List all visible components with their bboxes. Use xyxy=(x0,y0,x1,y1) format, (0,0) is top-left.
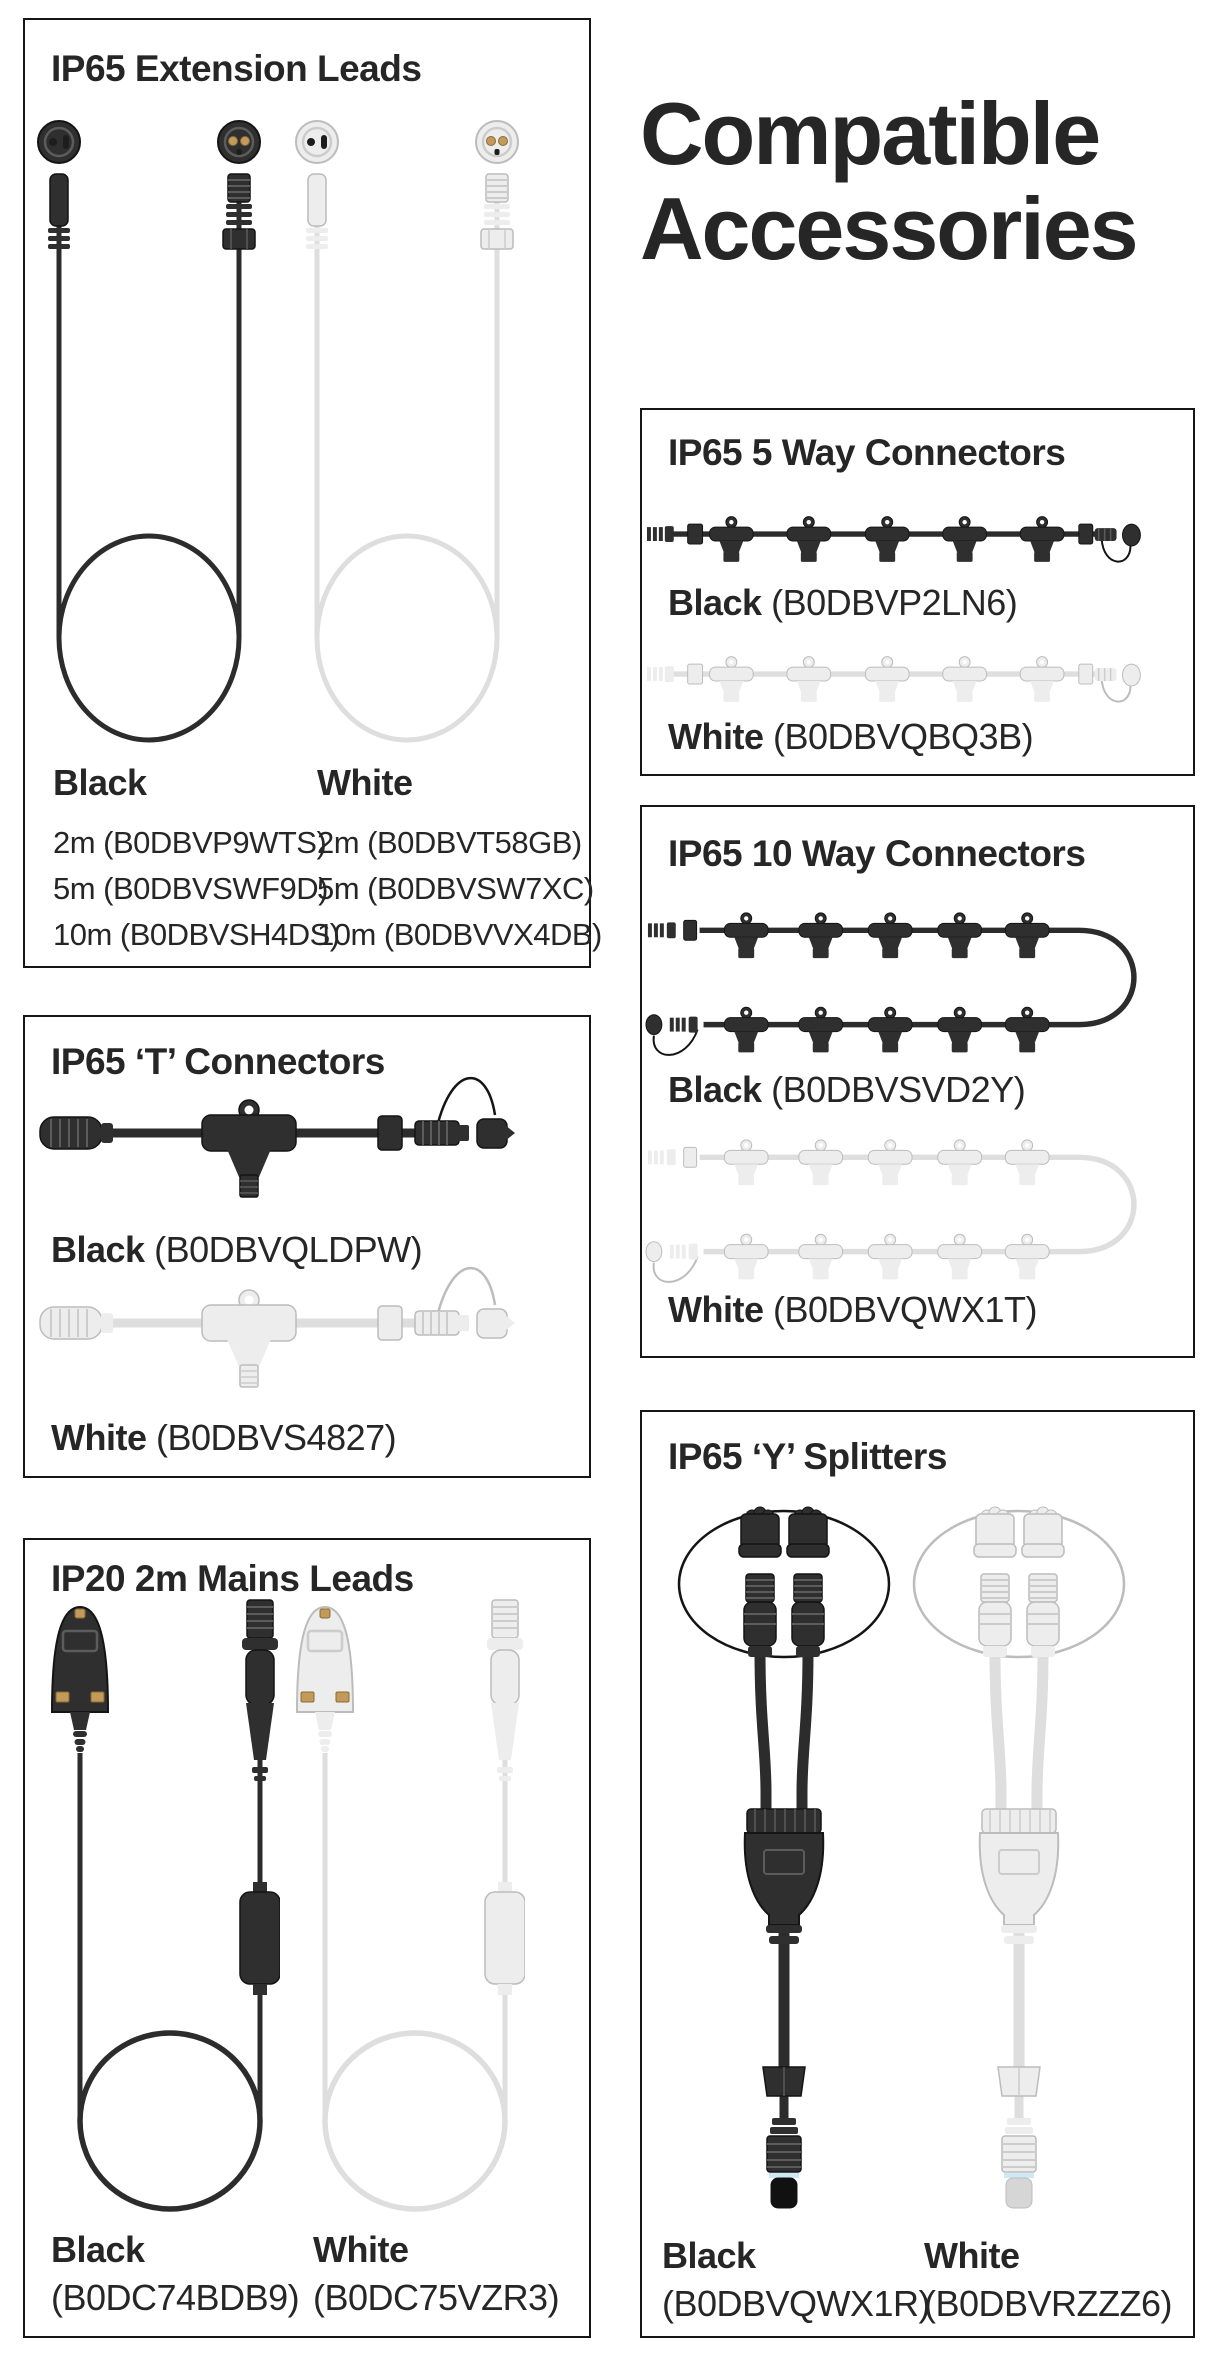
product-code: (B0DBVQWX1T) xyxy=(773,1289,1038,1330)
ten-way-strip-icon xyxy=(646,1140,1134,1282)
panel-10-way-connectors xyxy=(640,805,1195,1358)
color-label: Black xyxy=(53,762,147,803)
color-label: White xyxy=(313,2229,409,2270)
page-title xyxy=(640,84,1137,279)
spec-item: 5m (B0DBVSWF9D) xyxy=(53,871,328,906)
y-splitter-white-icon xyxy=(914,1507,1124,2208)
t-connector-white-label xyxy=(51,1417,396,1459)
t-connector-black-illustration xyxy=(37,1053,577,1228)
spec-item: 2m (B0DBVT58GB) xyxy=(317,825,582,860)
y-splitter-white-label xyxy=(924,2232,1172,2328)
extension-lead-white-icon xyxy=(296,121,518,740)
ten-way-white-illustration xyxy=(642,1097,1193,1302)
extension-lead-black-icon xyxy=(38,121,260,740)
color-label: Black xyxy=(668,582,762,623)
color-label: White xyxy=(668,1289,764,1330)
color-label: White xyxy=(317,762,413,803)
ten-way-strip-icon xyxy=(646,913,1134,1055)
spec-item: 10m (B0DBVVX4DB) xyxy=(317,917,602,952)
mains-leads-title: IP20 2m Mains Leads xyxy=(51,1558,414,1599)
color-label: White xyxy=(924,2235,1020,2276)
color-label: Black xyxy=(668,1069,762,1110)
five-way-strip-icon xyxy=(647,517,1140,562)
panel-t-connectors xyxy=(23,1015,591,1478)
product-code: (B0DBVQWX1R) xyxy=(662,2283,931,2324)
panel-y-splitters xyxy=(640,1410,1195,2338)
mains-lead-illustration xyxy=(30,1595,530,2235)
t-connector-icon xyxy=(40,1078,515,1197)
extension-leads-white-specs xyxy=(317,760,602,958)
y-splitters-title: IP65 ‘Y’ Splitters xyxy=(668,1436,947,1477)
t-connector-icon xyxy=(40,1268,515,1387)
mains-lead-white-icon xyxy=(297,1600,525,2209)
ten-way-white-label xyxy=(668,1289,1037,1331)
page-title-line2: Accessories xyxy=(640,179,1137,279)
extension-lead-illustration xyxy=(25,105,589,755)
extension-leads-black-specs xyxy=(53,760,340,958)
mains-lead-white-label xyxy=(313,2226,559,2322)
panel-extension-leads xyxy=(23,18,602,968)
product-code: (B0DBVP2LN6) xyxy=(771,582,1018,623)
y-splitter-black-label xyxy=(662,2232,930,2328)
spec-item: 2m (B0DBVP9WTS) xyxy=(53,825,327,860)
product-code: (B0DC74BDB9) xyxy=(51,2277,300,2318)
product-code: (B0DBVQBQ3B) xyxy=(773,716,1034,757)
product-code: (B0DBVS4827) xyxy=(156,1417,397,1458)
y-splitter-illustration xyxy=(659,1492,1144,2212)
y-splitter-black-icon xyxy=(679,1507,889,2208)
spec-item: 10m (B0DBVSH4DS) xyxy=(53,917,340,952)
product-code: (B0DBVRZZZ6) xyxy=(924,2283,1173,2324)
five-way-strip-icon xyxy=(647,657,1140,702)
product-code: (B0DC75VZR3) xyxy=(313,2277,560,2318)
color-label: Black xyxy=(662,2235,756,2276)
mains-lead-black-icon xyxy=(52,1600,280,2209)
color-label: White xyxy=(668,716,764,757)
five-way-black-illustration xyxy=(642,484,1193,596)
color-label: Black xyxy=(51,1229,145,1270)
five-way-title: IP65 5 Way Connectors xyxy=(668,432,1066,473)
color-label: Black xyxy=(51,2229,145,2270)
spec-item: 5m (B0DBVSW7XC) xyxy=(317,871,594,906)
panel-5-way-connectors xyxy=(640,408,1195,776)
extension-leads-title: IP65 Extension Leads xyxy=(51,48,422,89)
ten-way-title: IP65 10 Way Connectors xyxy=(668,833,1086,874)
t-connector-white-illustration xyxy=(37,1243,577,1418)
mains-lead-black-label xyxy=(51,2226,299,2322)
color-label: White xyxy=(51,1417,147,1458)
five-way-white-label xyxy=(668,716,1033,758)
five-way-black-label xyxy=(668,582,1017,624)
t-connectors-title: IP65 ‘T’ Connectors xyxy=(51,1041,385,1082)
page-title-line1: Compatible xyxy=(640,84,1100,183)
ten-way-black-illustration xyxy=(642,870,1193,1075)
product-code: (B0DBVQLDPW) xyxy=(154,1229,423,1270)
panel-mains-leads xyxy=(23,1538,591,2338)
product-code: (B0DBVSVD2Y) xyxy=(771,1069,1026,1110)
